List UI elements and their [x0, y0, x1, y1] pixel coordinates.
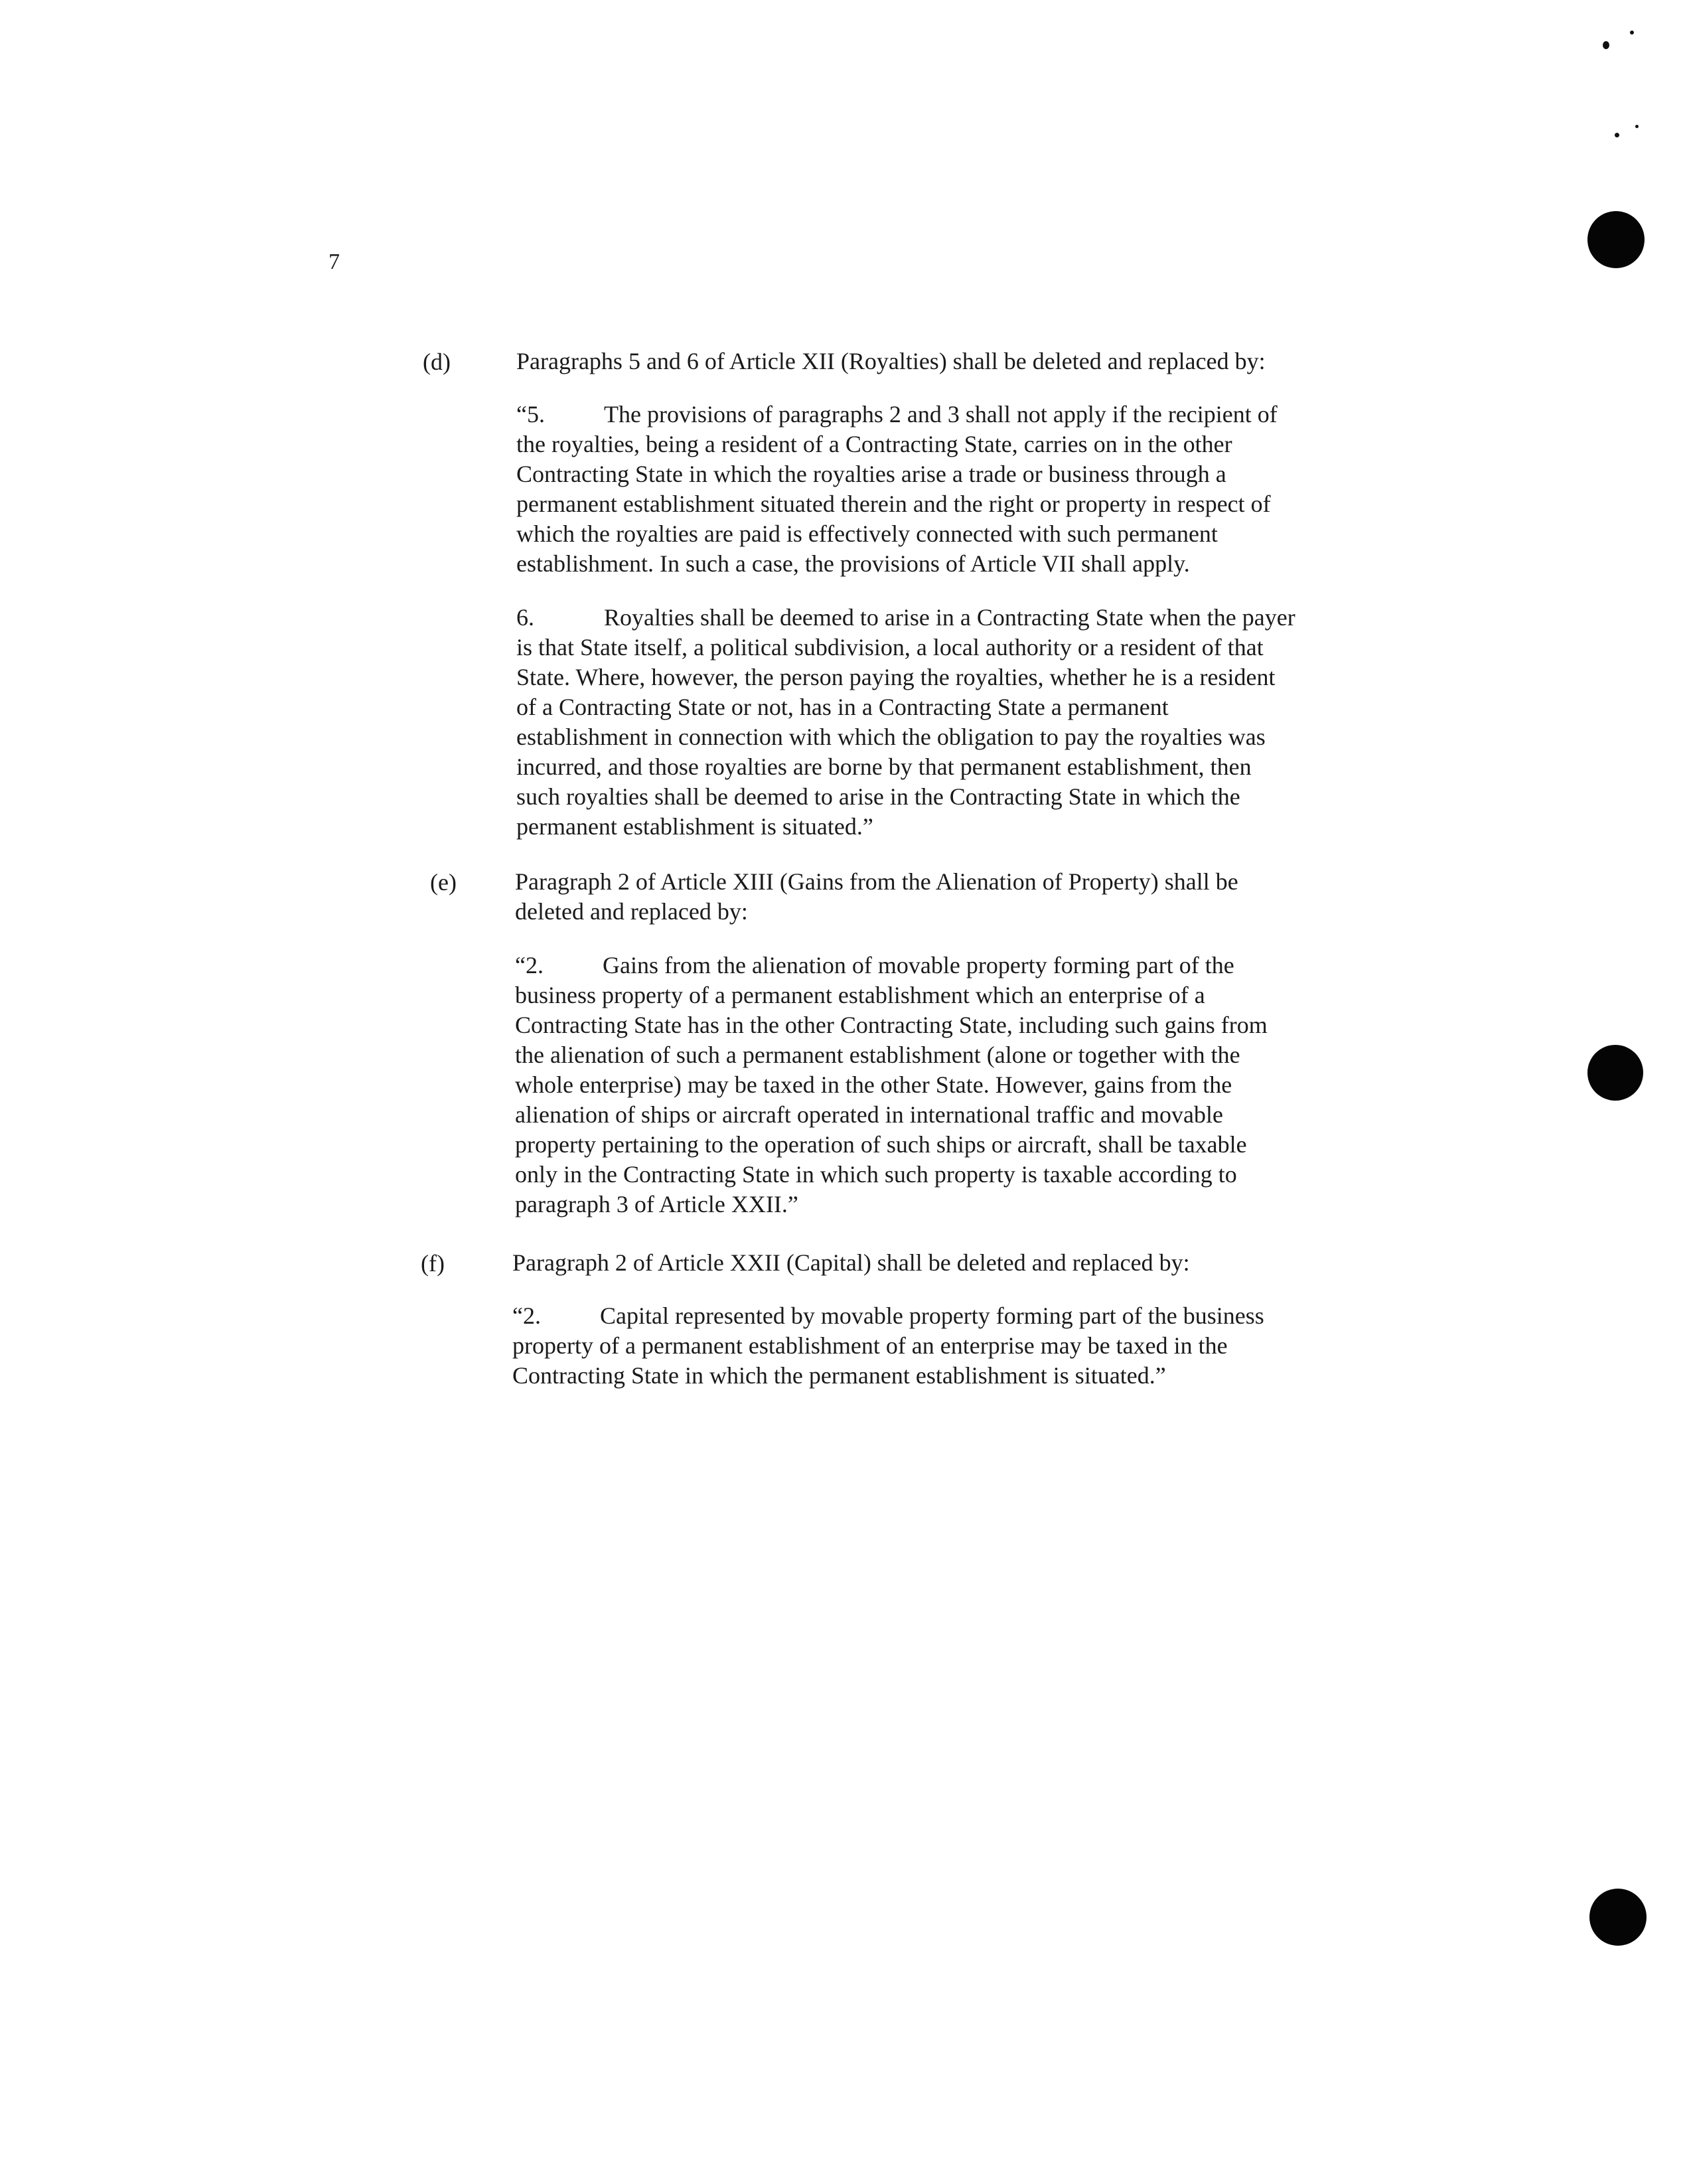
punch-hole-mark — [1589, 1889, 1647, 1946]
quoted-paragraph-2-capital — [512, 1301, 1264, 1391]
paragraph-number: “5. — [516, 401, 545, 428]
text-line: which the royalties are paid is effectively connected with such permanent — [516, 520, 1218, 547]
text-line: Contracting State has in the other Contracting State, including such gains from — [515, 1012, 1268, 1038]
text-line: permanent establishment is situated.” — [516, 813, 873, 840]
page-number: 7 — [329, 250, 340, 274]
item-label-f: (f) — [421, 1250, 445, 1277]
scan-speck — [1603, 41, 1609, 49]
text-line: The provisions of paragraphs 2 and 3 shall not apply if the recipient of — [604, 401, 1278, 428]
text-line: deleted and replaced by: — [515, 898, 748, 925]
text-line: property pertaining to the operation of such ships or aircraft, shall be taxable — [515, 1131, 1247, 1158]
text-line: of a Contracting State or not, has in a Contracting State a permanent — [516, 694, 1169, 720]
text-line: business property of a permanent establishment which an enterprise of a — [515, 982, 1205, 1008]
text-line: Contracting State in which the permanent establishment is situated.” — [512, 1362, 1166, 1389]
text-line: permanent establishment situated therein and the right or property in respect of — [516, 491, 1271, 517]
item-label-e: (e) — [430, 869, 457, 896]
text-line: the royalties, being a resident of a Contracting State, carries on in the other — [516, 431, 1232, 457]
text-line: the alienation of such a permanent establishment (alone or together with the — [515, 1042, 1240, 1068]
text-line: Contracting State in which the royalties arise a trade or business through a — [516, 461, 1226, 487]
text-line: Capital represented by movable property forming part of the business — [600, 1302, 1264, 1329]
punch-hole-mark — [1587, 1045, 1643, 1101]
text-line: Gains from the alienation of movable property forming part of the — [603, 952, 1234, 978]
item-label-d: (d) — [423, 349, 451, 375]
scan-speck — [1615, 133, 1619, 137]
paragraph-number: 6. — [516, 604, 534, 631]
text-line: State. Where, however, the person paying the royalties, whether he is a resident — [516, 664, 1276, 690]
text-line: alienation of ships or aircraft operated in international traffic and movable — [515, 1101, 1223, 1128]
item-f-intro — [512, 1248, 1190, 1278]
quoted-paragraph-5 — [516, 400, 1278, 579]
paragraph-number: “2. — [512, 1302, 541, 1329]
item-e-intro — [515, 867, 1238, 927]
text-line: whole enterprise) may be taxed in the other State. However, gains from the — [515, 1071, 1232, 1098]
text-line: establishment in connection with which the obligation to pay the royalties was — [516, 724, 1266, 750]
text-line: incurred, and those royalties are borne by that permanent establishment, then — [516, 753, 1252, 780]
quoted-paragraph-6 — [516, 603, 1295, 842]
item-d-intro — [516, 347, 1266, 376]
scan-speck — [1630, 31, 1634, 35]
text-line: property of a permanent establishment of an enterprise may be taxed in the — [512, 1332, 1228, 1359]
text-line: Royalties shall be deemed to arise in a Contracting State when the payer — [604, 604, 1295, 631]
quoted-paragraph-2-gains — [515, 951, 1268, 1219]
text-line: is that State itself, a political subdivision, a local authority or a resident of that — [516, 634, 1264, 661]
text-line: Paragraphs 5 and 6 of Article XII (Royalties) shall be deleted and replaced by: — [516, 348, 1266, 374]
text-line: only in the Contracting State in which such property is taxable according to — [515, 1161, 1237, 1188]
text-line: establishment. In such a case, the provisions of Article VII shall apply. — [516, 550, 1190, 577]
text-line: Paragraph 2 of Article XXII (Capital) shall be deleted and replaced by: — [512, 1249, 1190, 1276]
text-line: paragraph 3 of Article XXII.” — [515, 1191, 798, 1217]
text-line: such royalties shall be deemed to arise in the Contracting State in which the — [516, 783, 1240, 810]
text-line: Paragraph 2 of Article XIII (Gains from the Alienation of Property) shall be — [515, 868, 1238, 895]
paragraph-number: “2. — [515, 952, 544, 978]
punch-hole-mark — [1587, 211, 1645, 268]
scan-speck — [1635, 125, 1639, 128]
